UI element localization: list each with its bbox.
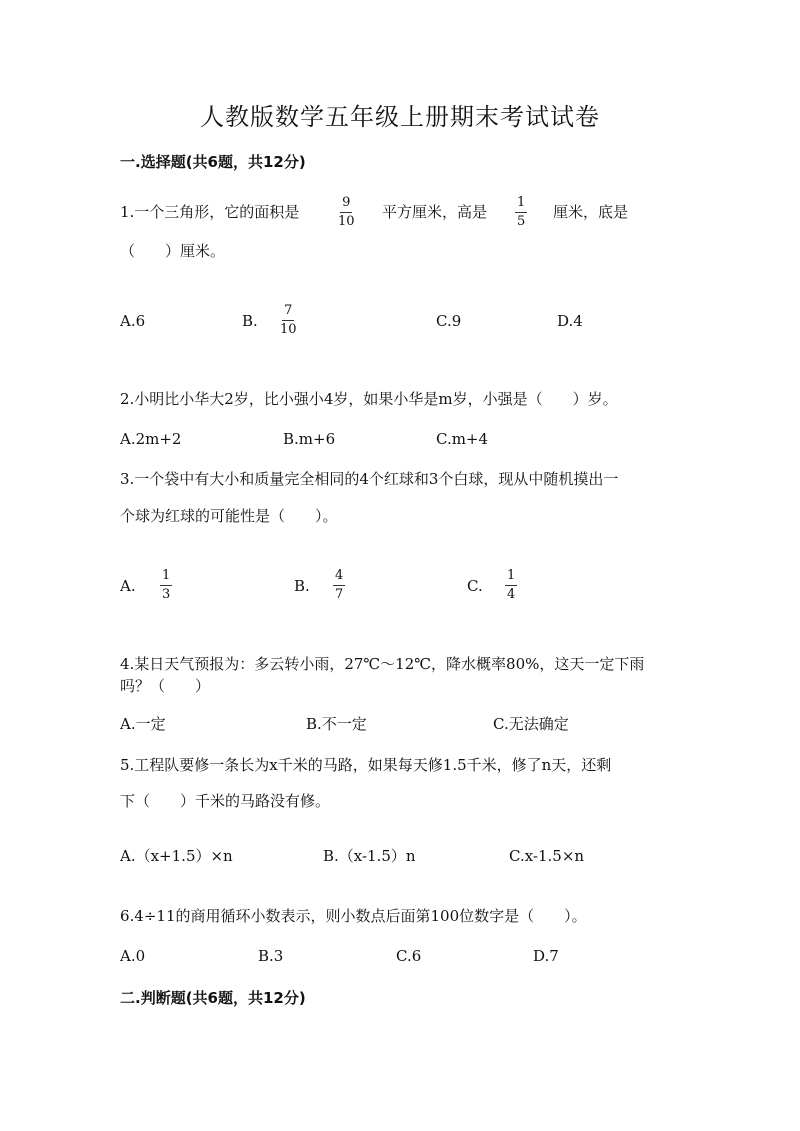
question-5-line2: 下（ ）千米的马路没有修。: [120, 792, 331, 810]
question-2-text: 2.小明比小华大2岁，比小强小4岁，如果小华是m岁，小强是（ ）岁。: [120, 390, 618, 408]
question-1-option-b: B.: [242, 312, 258, 330]
question-6-option-b: B.3: [258, 947, 284, 965]
question-1-fraction-area: [338, 196, 355, 229]
question-5-line1: 5.工程队要修一条长为x千米的马路，如果每天修1.5千米，修了n天，还剩: [120, 756, 612, 774]
question-1-option-b-fraction: [280, 304, 297, 337]
section-heading-choice: 一.选择题(共6题，共12分): [120, 153, 306, 171]
question-1-line2: （ ）厘米。: [120, 242, 226, 260]
question-2-option-a: A.2m+2: [120, 430, 182, 448]
question-4-option-c: C.无法确定: [493, 715, 569, 733]
question-3-option-a: A.: [120, 577, 136, 595]
fraction-numerator: 4: [333, 569, 345, 586]
question-3-option-c: C.: [467, 577, 483, 595]
question-1-text-part3: 厘米，底是: [553, 203, 629, 221]
fraction-denominator: 3: [162, 587, 171, 602]
question-3-line1: 3.一个袋中有大小和质量完全相同的4个红球和3个白球，现从中随机摸出一: [120, 470, 619, 488]
question-4-line2: 吗？（ ）: [120, 677, 211, 695]
question-1-fraction-height: [515, 196, 527, 229]
fraction-numerator: 9: [340, 196, 352, 213]
question-1-option-c: C.9: [436, 312, 462, 330]
question-4-option-a: A.一定: [120, 715, 166, 733]
fraction-denominator: 4: [507, 587, 516, 602]
fraction-denominator: 10: [280, 322, 297, 337]
question-1-text-part1: 1.一个三角形，它的面积是: [120, 203, 300, 221]
fraction-numerator: 1: [160, 569, 172, 586]
question-2-option-c: C.m+4: [436, 430, 489, 448]
question-2-option-b: B.m+6: [283, 430, 336, 448]
question-1-text-part2: 平方厘米，高是: [382, 203, 488, 221]
question-6-option-d: D.7: [533, 947, 559, 965]
question-1-option-d: D.4: [557, 312, 583, 330]
question-5-option-c: C.x-1.5×n: [509, 847, 585, 865]
question-3-option-c-fraction: [505, 569, 517, 602]
question-1-option-a: A.6: [120, 312, 146, 330]
question-3-option-b-fraction: [333, 569, 345, 602]
fraction-denominator: 10: [338, 214, 355, 229]
question-3-option-b: B.: [294, 577, 310, 595]
question-6-option-a: A.0: [120, 947, 146, 965]
section-heading-judgement: 二.判断题(共6题，共12分): [120, 989, 306, 1007]
fraction-numerator: 1: [505, 569, 517, 586]
question-3-line2: 个球为红球的可能性是（ ）。: [120, 507, 338, 525]
question-5-option-a: A.（x+1.5）×n: [120, 847, 233, 865]
question-6-option-c: C.6: [396, 947, 422, 965]
question-5-option-b: B.（x-1.5）n: [323, 847, 416, 865]
question-6-text: 6.4÷11的商用循环小数表示，则小数点后面第100位数字是（ ）。: [120, 907, 587, 925]
question-4-line1: 4.某日天气预报为：多云转小雨，27℃～12℃，降水概率80%，这天一定下雨: [120, 655, 645, 673]
question-4-option-b: B.不一定: [306, 715, 367, 733]
fraction-numerator: 7: [282, 304, 294, 321]
fraction-denominator: 5: [517, 214, 526, 229]
fraction-numerator: 1: [515, 196, 527, 213]
page-title: 人教版数学五年级上册期末考试试卷: [200, 103, 600, 131]
question-3-option-a-fraction: [160, 569, 172, 602]
fraction-denominator: 7: [335, 587, 344, 602]
